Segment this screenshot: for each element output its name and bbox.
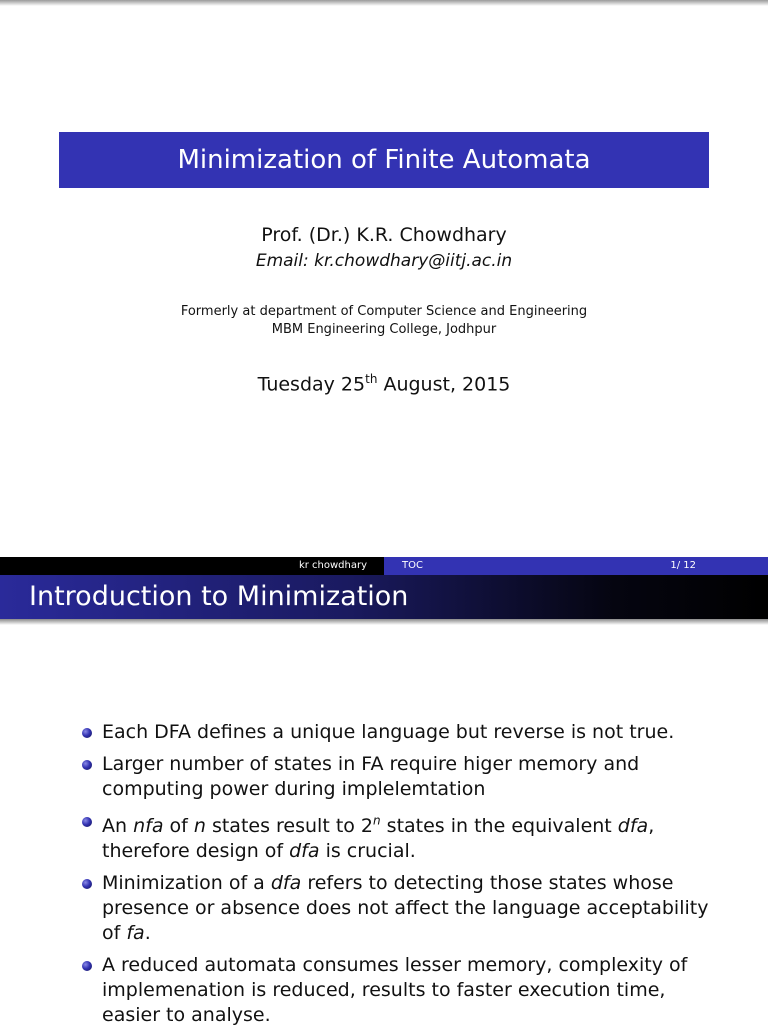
presentation-title: Minimization of Finite Automata <box>177 145 591 175</box>
footer-page-number: 1/ 12 <box>670 560 696 571</box>
date-day: Tuesday 25 <box>257 373 366 396</box>
date-suffix: th <box>365 372 378 386</box>
frame-title: Introduction to Minimization <box>29 581 409 612</box>
bullet-ball-icon <box>82 961 92 971</box>
presentation-date <box>0 372 768 395</box>
list-item <box>80 809 720 864</box>
footer-author: kr chowdhary <box>0 557 384 575</box>
list-item <box>80 871 720 946</box>
list-item <box>80 953 720 1028</box>
list-item <box>80 752 720 802</box>
bullet-ball-icon <box>82 760 92 770</box>
date-rest: August, 2015 <box>377 373 511 396</box>
bullet-text: A reduced automata consumes lesser memory, complexity of implemenation is reduced, results to faster execution time, easier to analyse. <box>102 954 688 1027</box>
list-item <box>80 720 720 745</box>
bullet-ball-icon <box>82 728 92 738</box>
affiliation-department: Formerly at department of Computer Science and Engineering <box>180 304 588 319</box>
top-edge-shadow <box>0 0 768 6</box>
author-name: Prof. (Dr.) K.R. Chowdhary <box>261 224 507 246</box>
bullet-text: Larger number of states in FA require higer memory and computing power during implelemtation <box>102 753 640 800</box>
bullet-text: Each DFA defines a unique language but reverse is not true. <box>102 721 675 743</box>
footer-right-panel <box>384 557 768 575</box>
affiliation-college: MBM Engineering College, Jodhpur <box>271 322 497 337</box>
frame-title-bar <box>0 575 768 619</box>
slide-footer <box>0 557 768 575</box>
frame-title-shadow <box>0 619 768 625</box>
bullet-text: Minimization of a dfa refers to detecting those states whose presence or absence does not affect the language acceptability of fa. <box>102 872 709 945</box>
footer-short-title: TOC <box>402 560 423 571</box>
bullet-ball-icon <box>82 817 92 827</box>
bullet-text: An nfa of n states result to 2$^n$ states in the equivalent dfa, therefore design of dfa is crucial. <box>102 814 655 863</box>
bullet-list <box>80 720 720 1035</box>
author-email: Email: kr.chowdhary@iitj.ac.in <box>255 251 513 271</box>
presentation-title-box <box>59 132 709 188</box>
bullet-ball-icon <box>82 879 92 889</box>
